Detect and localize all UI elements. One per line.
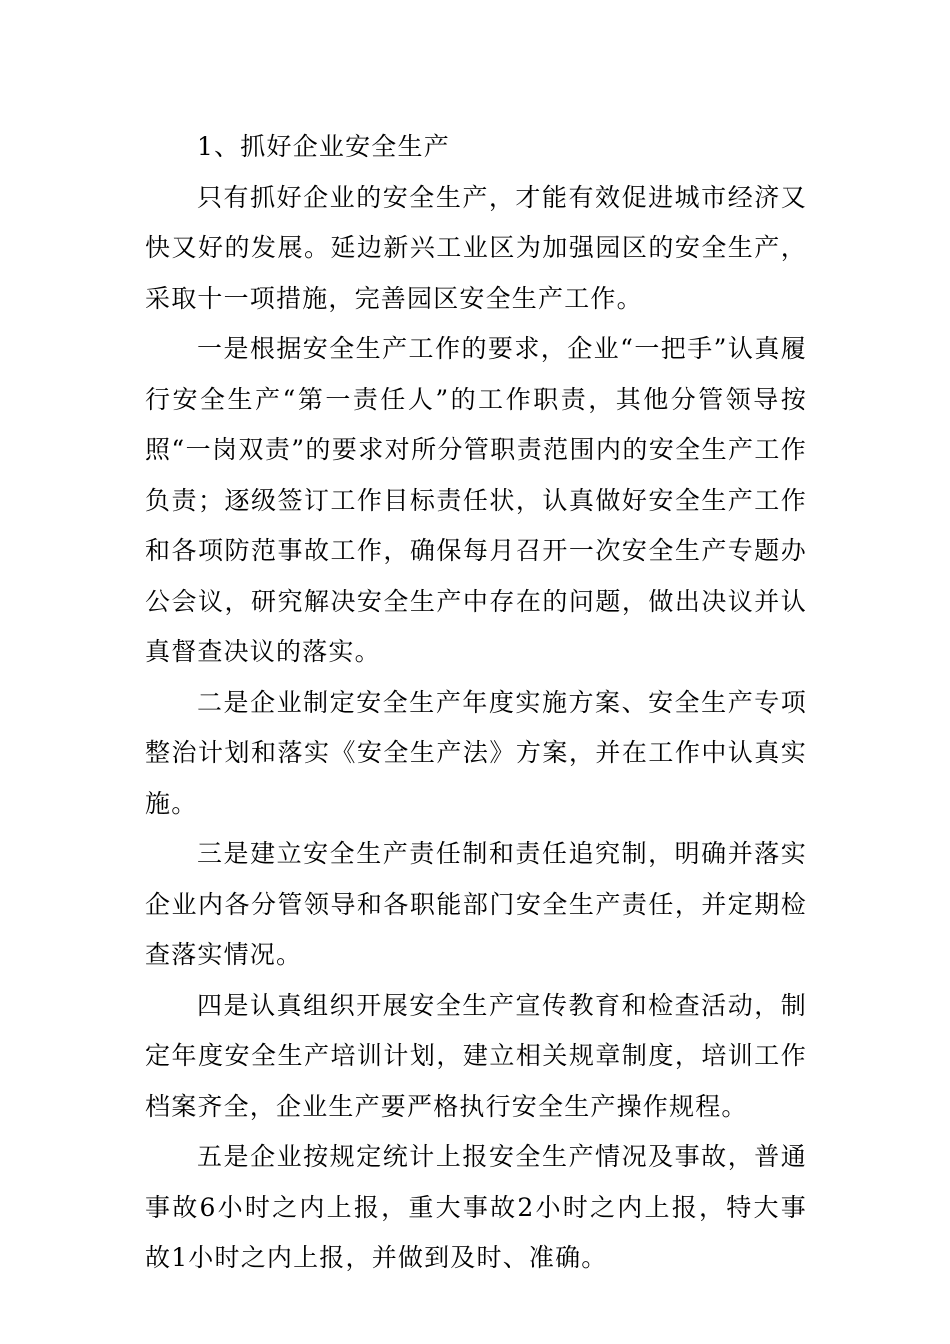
paragraph-intro: 只有抓好企业的安全生产，才能有效促进城市经济又快又好的发展。延边新兴工业区为加强园区的安全生产，采取十一项措施，完善园区安全生产工作。 (145, 182, 807, 313)
paragraph-measure-3: 三是建立安全生产责任制和责任追究制，明确并落实企业内各分管领导和各职能部门安全生产责任，并定期检查落实情况。 (145, 839, 807, 969)
paragraph-measure-2: 二是企业制定安全生产年度实施方案、安全生产专项整治计划和落实《安全生产法》方案，并在工作中认真实施。 (145, 687, 807, 818)
paragraph-measure-1: 一是根据安全生产工作的要求，企业“一把手”认真履行安全生产“第一责任人”的工作职责，其他分管领导按照“一岗双责”的要求对所分管职责范围内的安全生产工作负责；逐级签订工作目标责任状，认真做好安全生产工作和各项防范事故工作，确保每月召开一次安全生产专题办公会议，研究解决安全生产中存在的问题，做出决议并认真督查决议的落实。 (145, 334, 807, 666)
paragraph-measure-5: 五是企业按规定统计上报安全生产情况及事故，普通事故6小时之内上报，重大事故2小时之内上报，特大事故1小时之内上报，并做到及时、准确。 (145, 1142, 807, 1272)
section-heading: 1、抓好企业安全生产 (197, 132, 450, 161)
document-body (145, 122, 807, 1284)
paragraph-measure-4: 四是认真组织开展安全生产宣传教育和检查活动，制定年度安全生产培训计划，建立相关规章制度，培训工作档案齐全，企业生产要严格执行安全生产操作规程。 (145, 990, 807, 1121)
